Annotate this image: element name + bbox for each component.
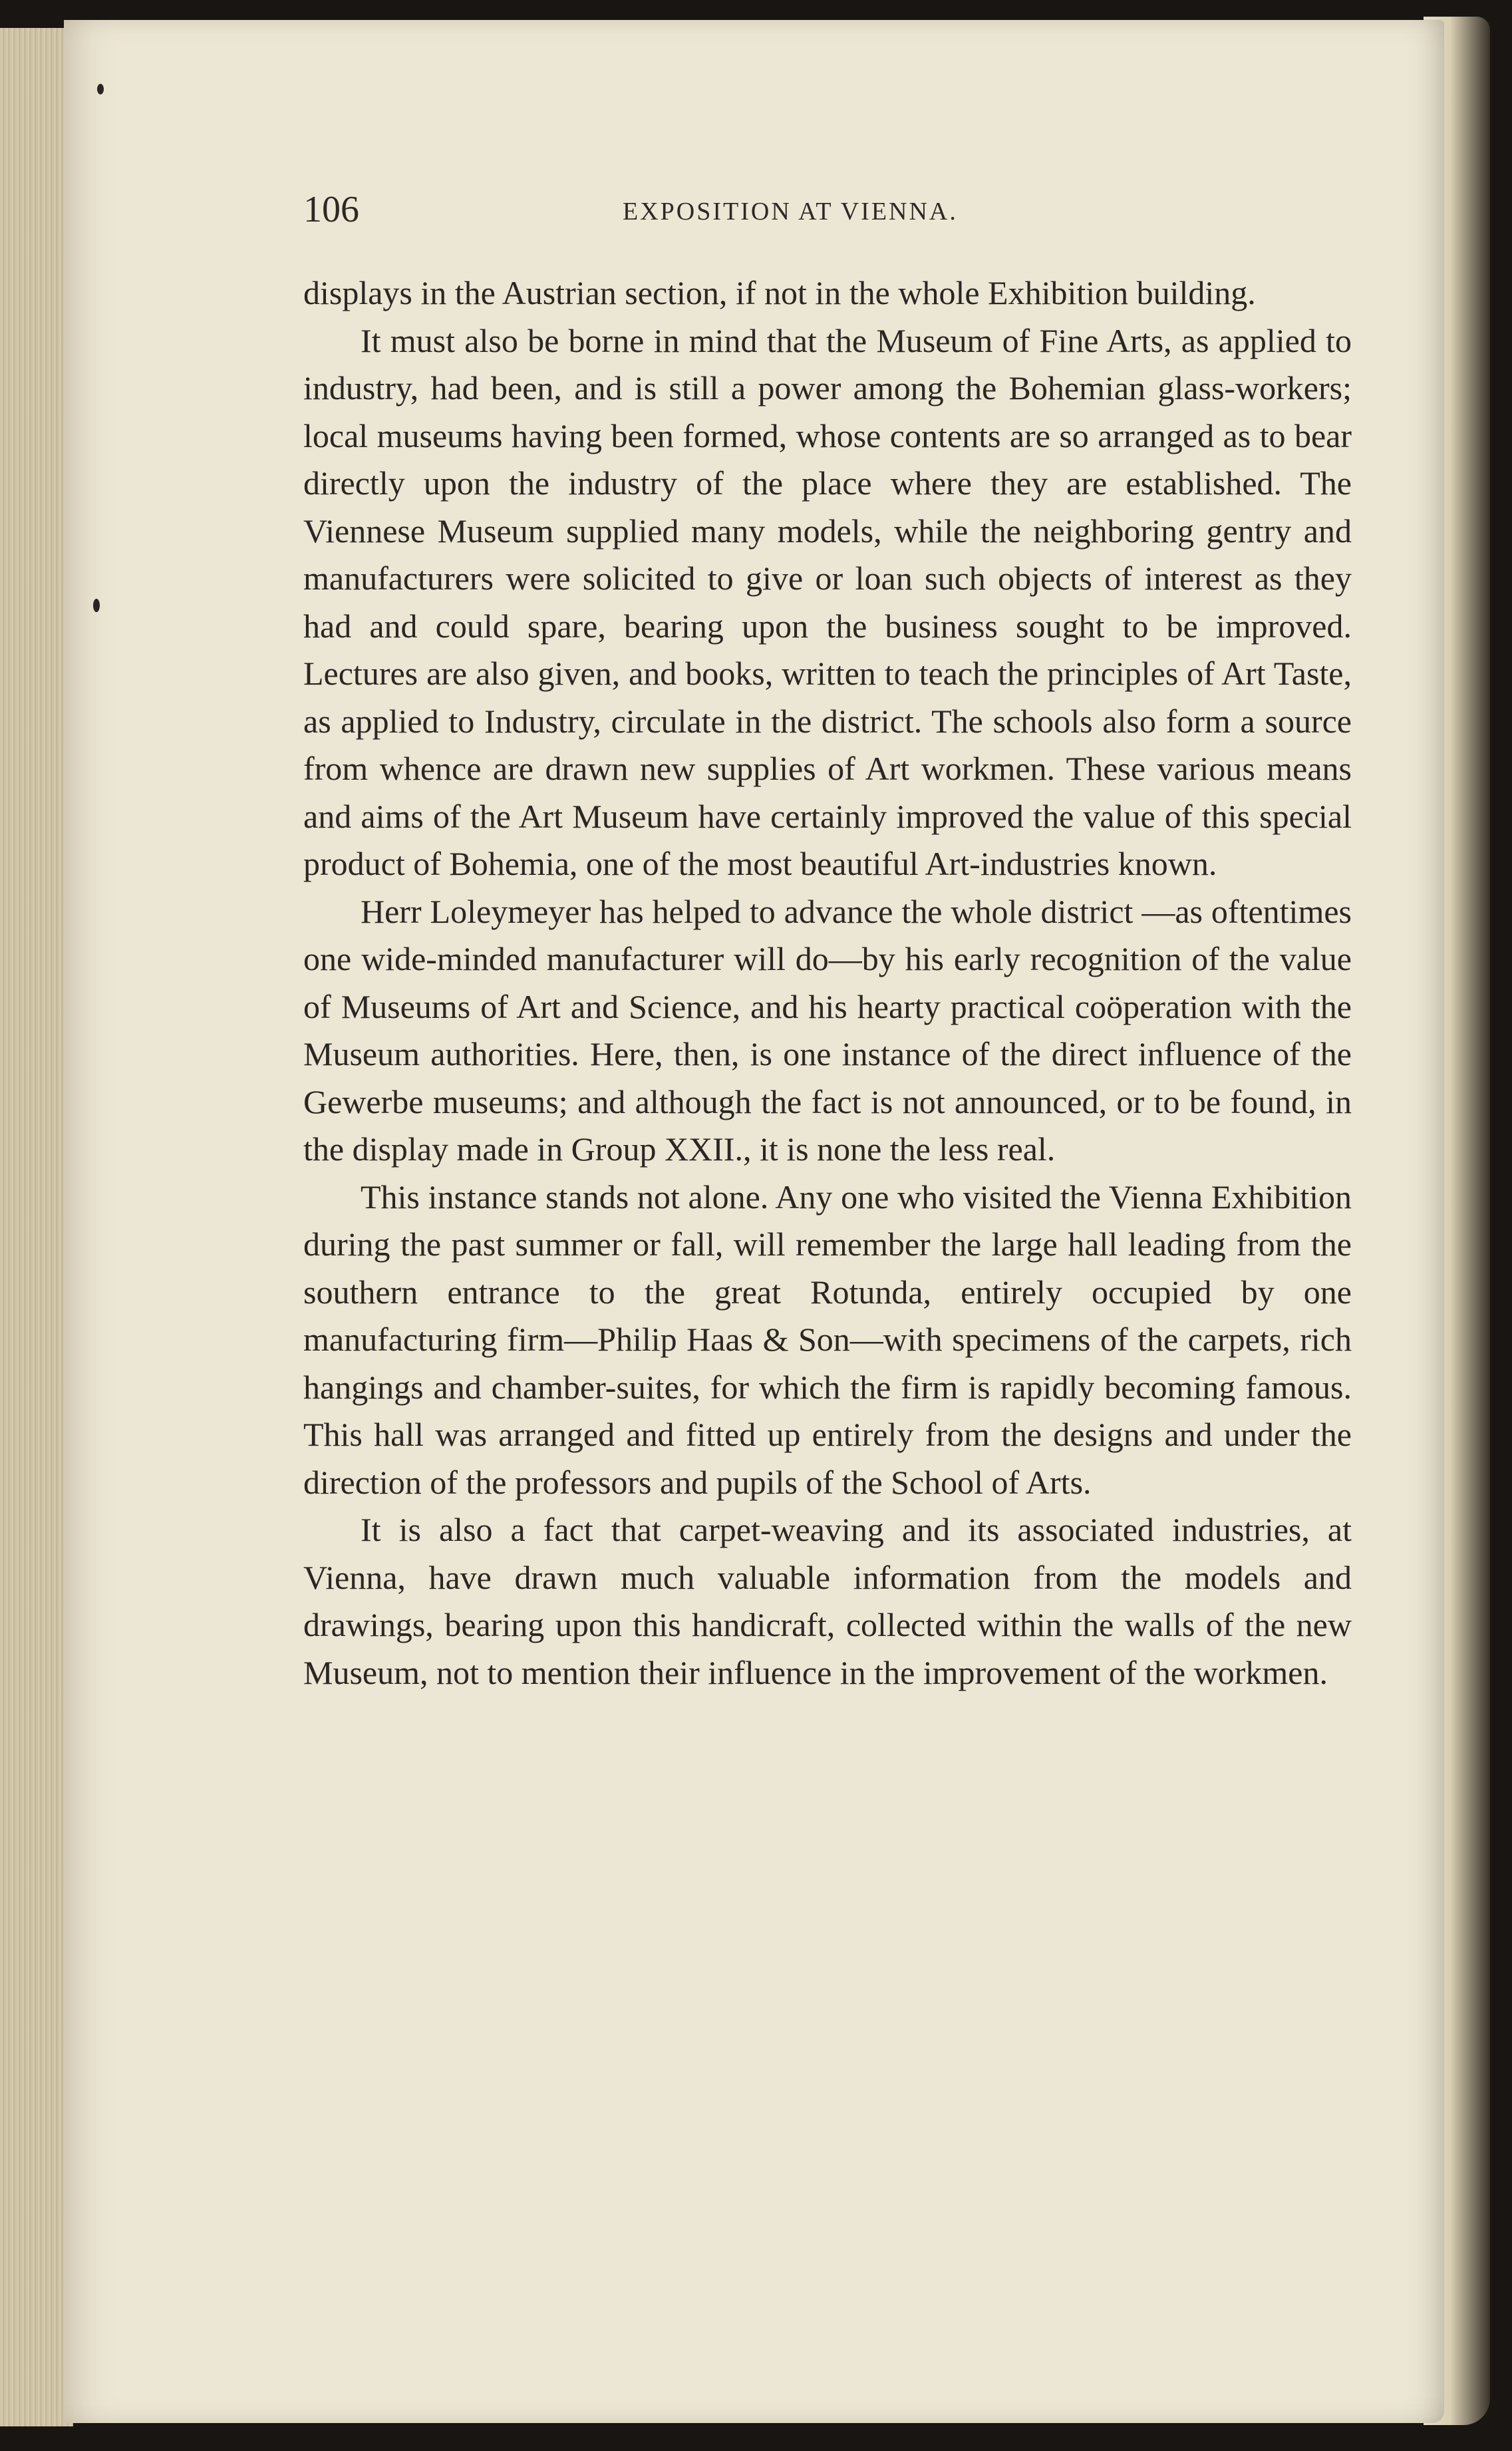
- paragraph: It must also be borne in mind that the Museum of Fine Arts, as applied to industry, had been, and is still a power among the Bohemian glass-workers; local museums having been formed, whose contents are so arranged as to bear directly upon the industry of the place where they are established. The Viennese Museum supplied many models, while the neighboring gentry and manufacturers were solicited to give or loan such objects of interest as they had and could spare, bearing upon the business sought to be improved. Lectures are also given, and books, written to teach the principles of Art Taste, as applied to Industry, circulate in the district. The schools also form a source from whence are drawn new supplies of Art workmen. These various means and aims of the Art Museum have certainly improved the value of this special product of Bohemia, one of the most beautiful Art-industries known.: [303, 321, 1352, 882]
- body-text: [303, 269, 1352, 1697]
- running-head: [303, 186, 1352, 240]
- paragraph: It is also a fact that carpet-weaving and its associated industries, at Vienna, have drawn much valuable information from the models and drawings, bearing upon this handicraft, collected within the walls of the new Museum, not to mention their influence in the improvement of the workmen.: [303, 1511, 1352, 1691]
- page-number: 106: [303, 189, 359, 230]
- page-edges: [0, 28, 73, 2426]
- ink-speck: [93, 599, 100, 612]
- paragraph: Herr Loleymeyer has helped to advance the whole district —as oftentimes one wide-minded manufacturer will do—by his early recognition of the value of Museums of Art and Science, and his hearty practical coöperation with the Museum authorities. Here, then, is one instance of the direct influence of the Gewerbe museums; and although the fact is not announced, or to be found, in the display made in Group XXII., it is none the less real.: [303, 892, 1352, 1168]
- running-title: EXPOSITION AT VIENNA.: [623, 198, 958, 226]
- paragraph: This instance stands not alone. Any one who visited the Vienna Exhibition during the past summer or fall, will remember the large hall leading from the southern entrance to the great Rotunda, entirely occupied by one manufacturing firm—Philip Haas & Son—with specimens of the carpets, rich hangings and chamber-suites, for which the firm is rapidly becoming famous. This hall was arranged and fitted up entirely from the designs and under the direction of the professors and pupils of the School of Arts.: [303, 1178, 1352, 1501]
- ink-speck: [97, 84, 104, 94]
- paragraph: displays in the Austrian section, if not in the whole Exhibition building.: [303, 274, 1256, 311]
